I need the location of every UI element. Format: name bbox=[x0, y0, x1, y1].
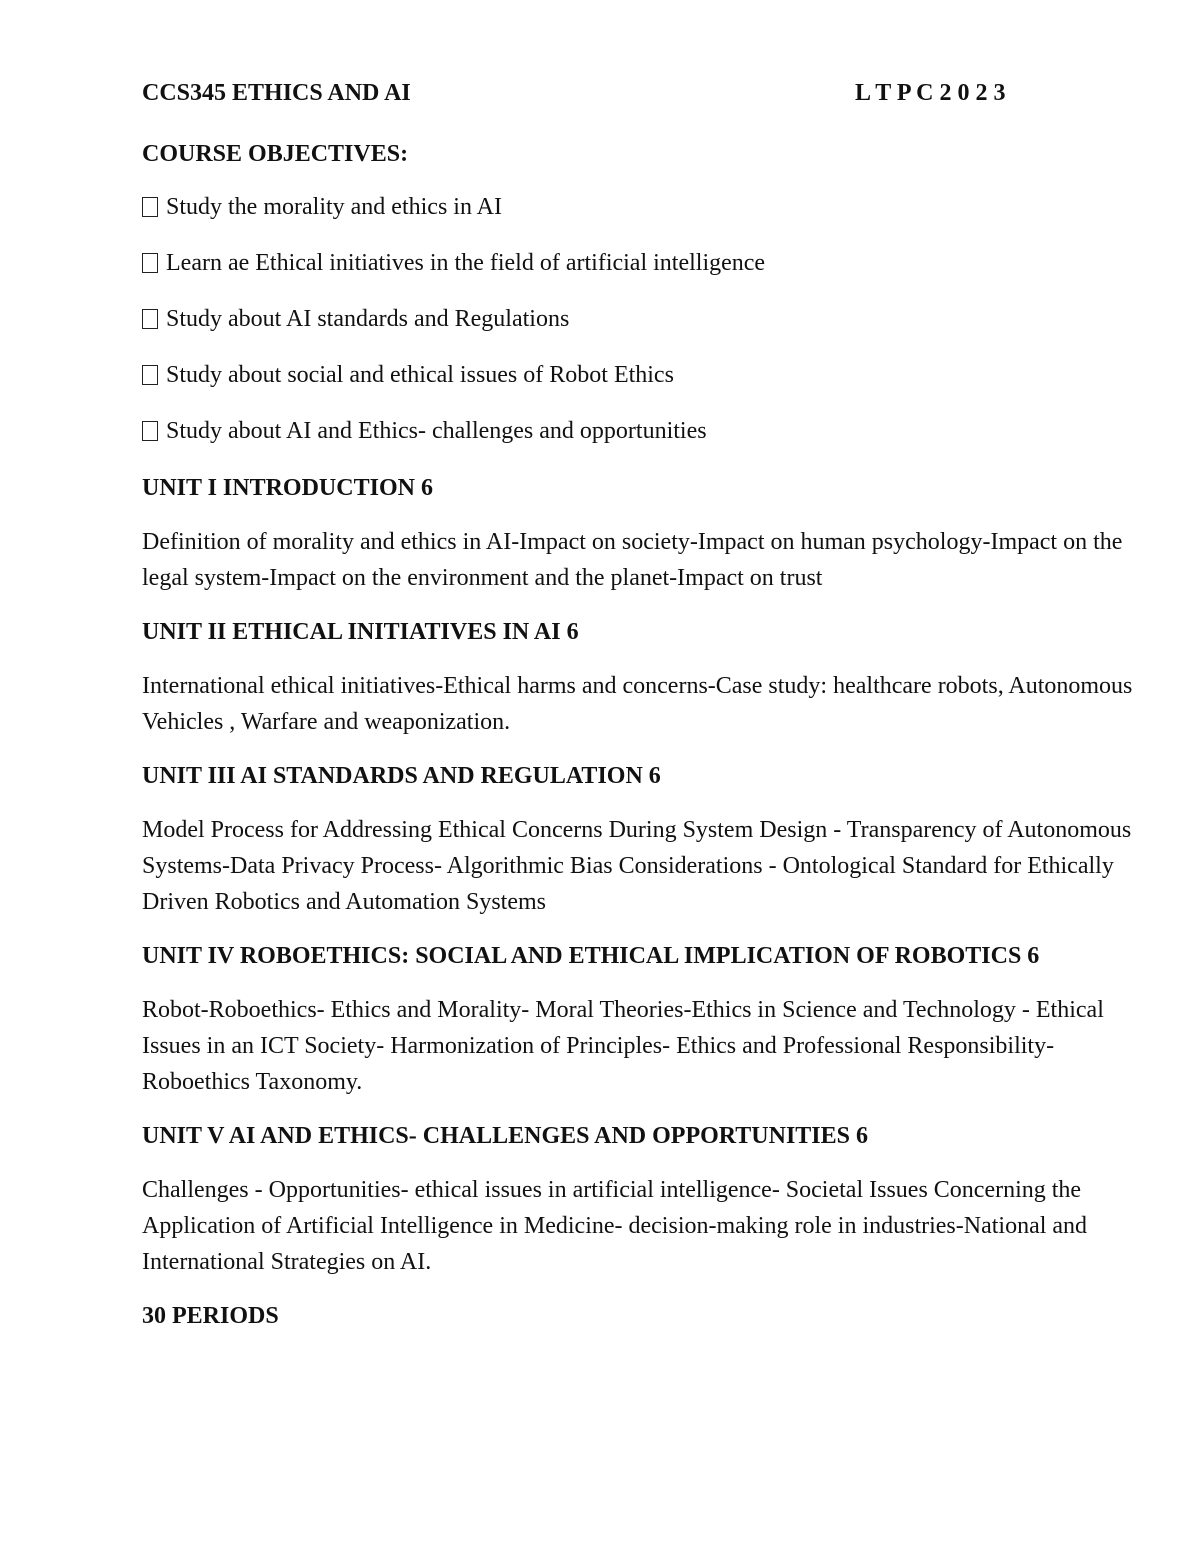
objective-item bbox=[142, 190, 1142, 224]
objective-text: Study about AI standards and Regulations bbox=[166, 306, 570, 332]
objective-item bbox=[142, 302, 1142, 336]
syllabus-page bbox=[142, 80, 1142, 1334]
objective-item bbox=[142, 414, 1142, 448]
objective-text: Learn ae Ethical initiatives in the field of artificial intelligence bbox=[166, 250, 766, 276]
unit-3-body: Model Process for Addressing Ethical Concerns During System Design - Transparency of Autonomous Systems-Data Privacy Process- Algorithmic Bias Considerations - Ontological Standard for Ethically Driven Robotics and Automation Systems bbox=[142, 817, 1132, 915]
bullet-box-icon bbox=[142, 421, 158, 441]
total-periods: 30 PERIODS bbox=[142, 1303, 279, 1329]
unit-4-body: Robot-Roboethics- Ethics and Morality- Moral Theories-Ethics in Science and Technology - Ethical Issues in an ICT Society- Harmonization of Principles- Ethics and Professional Responsibility- Roboethics Taxonomy. bbox=[142, 997, 1104, 1095]
ltpc-credits: L T P C 2 0 2 3 bbox=[855, 80, 1006, 106]
unit-3-heading: UNIT III AI STANDARDS AND REGULATION 6 bbox=[142, 763, 661, 789]
bullet-box-icon bbox=[142, 309, 158, 329]
bullet-box-icon bbox=[142, 197, 158, 217]
course-header bbox=[142, 80, 1142, 114]
objective-text: Study about social and ethical issues of Robot Ethics bbox=[166, 362, 674, 388]
unit-1-body: Definition of morality and ethics in AI-Impact on society-Impact on human psychology-Impact on the legal system-Impact on the environment and the planet-Impact on trust bbox=[142, 529, 1123, 591]
objective-text: Study the morality and ethics in AI bbox=[166, 194, 502, 220]
bullet-box-icon bbox=[142, 365, 158, 385]
course-title: CCS345 ETHICS AND AI bbox=[142, 80, 411, 106]
objective-text: Study about AI and Ethics- challenges and opportunities bbox=[166, 418, 707, 444]
unit-2-body: International ethical initiatives-Ethical harms and concerns-Case study: healthcare robots, Autonomous Vehicles , Warfare and weaponization. bbox=[142, 673, 1133, 735]
unit-5-body: Challenges - Opportunities- ethical issues in artificial intelligence- Societal Issues Concerning the Application of Artificial Intelligence in Medicine- decision-making role in industries-National and International Strategies on AI. bbox=[142, 1177, 1088, 1275]
unit-4-heading: UNIT IV ROBOETHICS: SOCIAL AND ETHICAL IMPLICATION OF ROBOTICS 6 bbox=[142, 943, 1040, 969]
objectives-heading: COURSE OBJECTIVES: bbox=[142, 141, 409, 167]
objective-item bbox=[142, 246, 1142, 280]
unit-5-heading: UNIT V AI AND ETHICS- CHALLENGES AND OPPORTUNITIES 6 bbox=[142, 1123, 868, 1149]
unit-2-heading: UNIT II ETHICAL INITIATIVES IN AI 6 bbox=[142, 619, 579, 645]
unit-1-heading: UNIT I INTRODUCTION 6 bbox=[142, 475, 433, 501]
objective-item bbox=[142, 358, 1142, 392]
bullet-box-icon bbox=[142, 253, 158, 273]
